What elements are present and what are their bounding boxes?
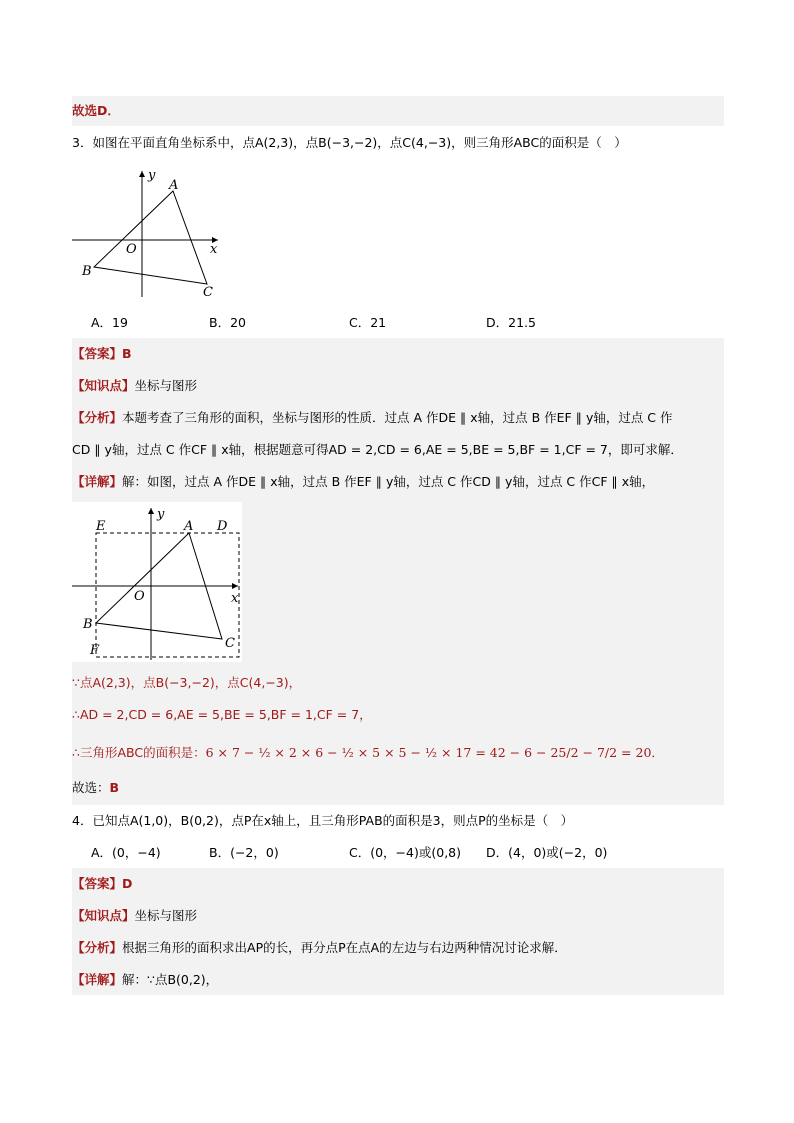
q4-analysis-line (72, 935, 724, 961)
fig2-label-f: F (90, 643, 100, 658)
q3-detail-1: 解：如图，过点 A 作DE ∥ x轴，过点 B 作EF ∥ y轴，过点 C 作CD ∥ y轴，过点 C 作CF ∥ x轴， (122, 474, 655, 489)
document-page (72, 0, 724, 1123)
q3-detail-tag: 【详解】 (72, 474, 123, 489)
fig1-label-y: y (148, 168, 156, 183)
q4-option-a[interactable]: A．(0，−4) (91, 845, 161, 860)
fig1-label-c: C (203, 285, 213, 300)
q4-option-b[interactable]: B．(−2，0) (209, 845, 279, 860)
q3-analysis-line-1 (72, 405, 724, 431)
prev-conclusion-prefix: 故选 (72, 103, 98, 118)
q3-analysis-tag: 【分析】 (72, 410, 123, 425)
fig1-label-o: O (126, 242, 137, 257)
q3-step-2-text: ∴AD = 2,CD = 6,AE = 5,BE = 5,BF = 1,CF = 7， (72, 707, 372, 722)
q3-analysis-2: CD ∥ y轴，过点 C 作CF ∥ x轴，根据题意可得AD = 2,CD = 6,AE = 5,BE = 5,BF = 1,CF = 7，即可求解． (72, 442, 683, 457)
fig2-label-c: C (225, 636, 235, 651)
fig2-label-b: B (83, 617, 93, 632)
q3-step-3-expr: 6 × 7 − ½ × 2 × 6 − ½ × 5 × 5 − ½ × 17 = 42 − 6 − 25/2 − 7/2 = 20． (205, 745, 664, 760)
fig1-label-b: B (82, 264, 92, 279)
q4-detail-tag: 【详解】 (72, 972, 123, 987)
fig1-label-a: A (169, 178, 179, 193)
q3-step-1 (72, 670, 724, 696)
q4-answer-tag: 【答案】 (72, 876, 123, 891)
q4-answer: D (122, 876, 133, 891)
fig2-label-a: A (184, 519, 194, 534)
q3-step-3-prefix: ∴三角形ABC的面积是： (72, 745, 206, 760)
q3-figure-1 (72, 165, 232, 300)
q3-step-3 (72, 740, 724, 766)
fig2-label-d: D (217, 519, 228, 534)
triangle-abc (94, 191, 207, 284)
q3-analysis-line-2 (72, 437, 724, 463)
fig2-label-y: y (157, 507, 165, 522)
q3-detail-line-1 (72, 469, 724, 495)
q3-knowledge-line (72, 373, 724, 399)
q4-stem (72, 808, 724, 834)
q4-answer-line (72, 871, 724, 897)
q4-analysis-1: 根据三角形的面积求出AP的长，再分点P在点A的左边与右边两种情况讨论求解． (122, 940, 567, 955)
q4-analysis-tag: 【分析】 (72, 940, 123, 955)
q4-option-c[interactable]: C．(0，−4)或(0,8) (349, 845, 461, 860)
q4-options (72, 840, 724, 866)
prev-answer: D (97, 103, 108, 118)
q3-conclusion-answer: B (109, 780, 120, 795)
q3-step-1-text: ∵点A(2,3)，点B(−3,−2)，点C(4,−3)， (72, 675, 302, 690)
q3-answer-tag: 【答案】 (72, 346, 123, 361)
q3-answer-line (72, 341, 724, 367)
fig2-label-o: O (134, 589, 145, 604)
q4-detail-1: 解：∵点B(0,2)， (122, 972, 219, 987)
q4-knowledge-line (72, 903, 724, 929)
q3-option-b[interactable]: B．20 (209, 315, 246, 330)
q3-options (72, 310, 724, 336)
q4-kp: 坐标与图形 (134, 908, 198, 923)
q4-detail-line (72, 967, 724, 993)
q3-conclusion (72, 775, 724, 801)
fig2-label-x: x (231, 591, 239, 606)
q4-option-d[interactable]: D．(4，0)或(−2，0) (486, 845, 608, 860)
q3-figure-2 (72, 502, 242, 662)
q3-option-a[interactable]: A．19 (91, 315, 128, 330)
q3-option-d[interactable]: D．21.5 (486, 315, 536, 330)
q3-option-c[interactable]: C．21 (349, 315, 387, 330)
q3-kp-tag: 【知识点】 (72, 378, 135, 393)
q3-analysis-1: 本题考查了三角形的面积，坐标与图形的性质．过点 A 作DE ∥ x轴，过点 B 作EF ∥ y轴，过点 C 作 (122, 410, 673, 425)
q4-kp-tag: 【知识点】 (72, 908, 135, 923)
q3-number: 3． (72, 135, 93, 150)
fig1-label-x: x (210, 242, 218, 257)
prev-conclusion (72, 96, 724, 126)
q3-stem-text: 如图在平面直角坐标系中，点A(2,3)，点B(−3,−2)，点C(4,−3)，则三角形ABC的面积是（ ） (92, 135, 627, 150)
q3-stem (72, 130, 724, 156)
q4-number: 4． (72, 813, 93, 828)
prev-suffix: ． (107, 103, 120, 118)
q4-stem-text: 已知点A(1,0)，B(0,2)，点P在x轴上，且三角形PAB的面积是3，则点P的坐标是（ ） (92, 813, 574, 828)
fig2-label-e: E (96, 519, 106, 534)
q3-step-2 (72, 702, 724, 728)
q3-conclusion-prefix: 故选： (72, 780, 110, 795)
q3-answer: B (122, 346, 132, 361)
q3-kp: 坐标与图形 (134, 378, 198, 393)
